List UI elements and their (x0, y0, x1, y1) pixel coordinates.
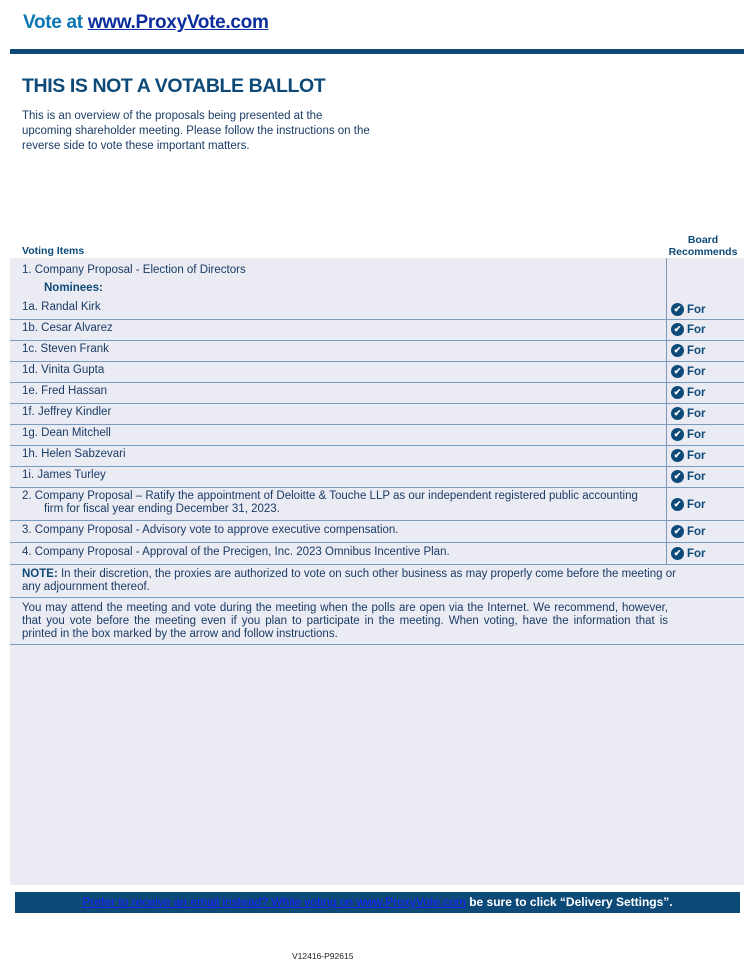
delivery-settings-banner (15, 892, 740, 913)
table-row (10, 425, 744, 446)
attend-text: You may attend the meeting and vote during the meeting when the polls are open via the Internet. We recommend, however, that you vote before the meeting even if you plan to participate in the meeting. When voting, have the information that is printed in the box marked by the arrow and follow instructions. (22, 602, 668, 640)
table-row-proposal-2 (10, 488, 744, 521)
nominee-label: 1d. Vinita Gupta (22, 364, 105, 376)
recommendation: ✔ For (671, 344, 731, 357)
recommendation: ✔ For (671, 498, 731, 511)
note-label: NOTE: (22, 568, 58, 580)
delivery-settings-text: be sure to click “Delivery Settings”. (465, 895, 673, 909)
check-circle-icon: ✔ (671, 386, 684, 399)
recommendation: ✔ For (671, 303, 731, 316)
check-circle-icon: ✔ (671, 498, 684, 511)
table-row (10, 404, 744, 425)
table-row (10, 383, 744, 404)
recommendation: ✔ For (671, 547, 731, 560)
check-circle-icon: ✔ (671, 407, 684, 420)
recommendation: ✔ For (671, 428, 731, 441)
table-row (10, 467, 744, 488)
note-divider (10, 597, 744, 598)
proposal-2-label: 2. Company Proposal – Ratify the appointment of Deloitte & Touche LLP as our independent registered public accounting firm for fiscal year ending December 31, 2023. (22, 490, 638, 515)
table-row (10, 362, 744, 383)
table-row (10, 320, 744, 341)
proxyvote-link[interactable]: www.ProxyVote.com (87, 12, 269, 33)
nominee-label: 1f. Jeffrey Kindler (22, 406, 112, 418)
check-circle-icon: ✔ (671, 303, 684, 316)
email-preference-link[interactable]: Prefer to receive an email instead? While voting on www.ProxyVote.com (82, 895, 466, 909)
voting-items-header: Voting Items (22, 245, 85, 257)
attend-divider (10, 644, 744, 645)
board-header-line1: Board (687, 234, 719, 246)
table-row-proposal-4 (10, 543, 744, 565)
check-circle-icon: ✔ (671, 344, 684, 357)
recommendation: ✔ For (671, 449, 731, 462)
note-text: NOTE: In their discretion, the proxies are authorized to vote on such other business as may properly come before the meeting or any adjournment thereof. (22, 568, 676, 593)
check-circle-icon: ✔ (671, 449, 684, 462)
nominee-label: 1g. Dean Mitchell (22, 427, 111, 439)
recommendation: ✔ For (671, 323, 731, 336)
nominees-label: Nominees: (44, 282, 103, 294)
table-row-proposal-3 (10, 521, 744, 543)
recommendation: ✔ For (671, 365, 731, 378)
nominee-label: 1h. Helen Sabzevari (22, 448, 126, 460)
board-recommends-header (666, 234, 740, 258)
check-circle-icon: ✔ (671, 547, 684, 560)
check-circle-icon: ✔ (671, 323, 684, 336)
check-circle-icon: ✔ (671, 525, 684, 538)
nominee-label: 1i. James Turley (22, 469, 106, 481)
proposal-4-label: 4. Company Proposal - Approval of the Precigen, Inc. 2023 Omnibus Incentive Plan. (22, 546, 450, 558)
check-circle-icon: ✔ (671, 428, 684, 441)
vote-header-prefix: Vote at (23, 12, 83, 33)
proposal-3-label: 3. Company Proposal - Advisory vote to approve executive compensation. (22, 524, 399, 536)
vote-header (23, 12, 269, 34)
check-circle-icon: ✔ (671, 365, 684, 378)
board-header-line2: Recommends (668, 246, 738, 258)
table-row (10, 298, 744, 320)
nominee-label: 1e. Fred Hassan (22, 385, 108, 397)
proposal-1-label: 1. Company Proposal - Election of Directors (22, 264, 246, 276)
nominee-label: 1a. Randal Kirk (22, 301, 101, 313)
table-row (10, 341, 744, 362)
recommendation: ✔ For (671, 386, 731, 399)
document-code: V12416-P92615 (292, 951, 354, 961)
intro-text: This is an overview of the proposals being presented at the upcoming shareholder meeting. Please follow the instructions on the reverse side to vote these important matters. (22, 110, 370, 152)
nominee-label: 1b. Cesar Alvarez (22, 322, 113, 334)
table-row (10, 446, 744, 467)
recommendation: ✔ For (671, 470, 731, 483)
header-divider (10, 49, 744, 54)
recommendation: ✔ For (671, 407, 731, 420)
page-title: THIS IS NOT A VOTABLE BALLOT (22, 75, 326, 97)
recommendation: ✔ For (671, 525, 731, 538)
check-circle-icon: ✔ (671, 470, 684, 483)
nominee-label: 1c. Steven Frank (22, 343, 109, 355)
